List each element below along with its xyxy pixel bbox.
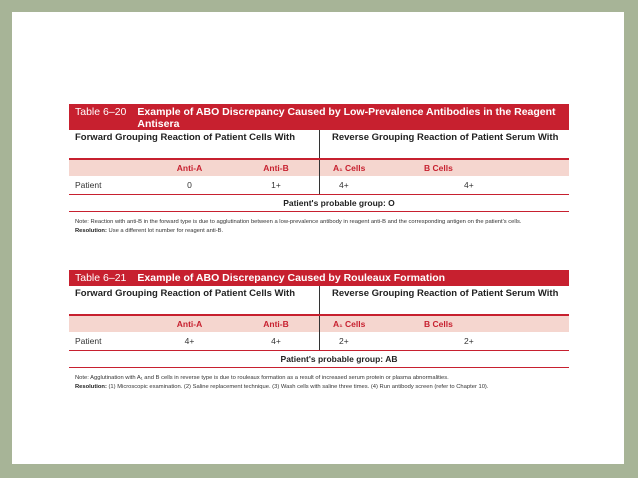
table-cell: 2+ [464,336,474,346]
table-cell: 4+ [464,180,474,190]
table-title-bar [69,270,569,286]
note-text: Note: Reaction with anti-B in the forward type is due to agglutination between a low-prevalence antibody in reagent anti-B and the corresponding antigen on the patient's cells. [75,219,522,225]
table-6-20 [69,104,569,236]
table-cell: 4+ [271,336,281,346]
column-header: Anti-B [263,163,289,173]
table-cell: 2+ [319,332,394,350]
column-header: Anti-A [176,319,203,329]
table-cell: 1+ [271,180,281,190]
table-number: Table 6–21 [75,272,127,284]
table-cell: 4+ [319,176,394,194]
reverse-grouping-header: Reverse Grouping Reaction of Patient Serum With [319,130,569,158]
forward-grouping-header: Forward Grouping Reaction of Patient Cells With [75,132,296,143]
column-header: A₁ Cells [319,316,394,332]
resolution-label: Resolution: [75,228,107,234]
resolution-label: Resolution: [75,384,107,390]
forward-grouping-header: Forward Grouping Reaction of Patient Cells With [75,288,296,299]
group-header-row [69,130,569,160]
probable-group: Patient's probable group: AB [280,354,398,364]
table-note [69,212,569,236]
table-title: Example of ABO Discrepancy Caused by Rouleaux Formation [137,272,446,284]
row-label: Patient [75,180,102,190]
resolution-text: (1) Microscopic examination. (2) Saline replacement technique. (3) Wash cells with saline three times. (4) Run antibody screen (refer to Chapter 10). [106,384,489,390]
column-header-empty [69,160,146,176]
column-header-row [69,160,569,176]
probable-group-row [69,351,569,368]
table-title-bar [69,104,569,130]
row-label: Patient [75,336,102,346]
probable-group-row [69,195,569,212]
column-header: B Cells [424,163,453,173]
column-header-empty [69,316,146,332]
column-header: Anti-B [263,319,289,329]
table-note [69,368,569,392]
table-6-21 [69,270,569,392]
table-row [69,332,569,351]
group-header-row [69,286,569,316]
column-header: Anti-A [176,163,203,173]
slide-sheet [12,12,624,464]
table-row [69,176,569,195]
table-cell: 4+ [184,336,195,346]
column-header-row [69,316,569,332]
reverse-grouping-header: Reverse Grouping Reaction of Patient Serum With [319,286,569,314]
column-header: A₁ Cells [319,160,394,176]
column-header: B Cells [424,319,453,329]
note-text: Note: Agglutination with A₁ and B cells in reverse type is due to rouleaux formation as a result of increased serum protein or plasma abnormalities. [75,375,449,381]
table-cell: 0 [187,180,192,190]
probable-group: Patient's probable group: O [283,198,395,208]
table-number: Table 6–20 [75,106,127,118]
resolution-text: Use a different lot number for reagent anti-B. [106,228,224,234]
table-title: Example of ABO Discrepancy Caused by Low-Prevalence Antibodies in the Reagent Antisera [137,106,556,130]
